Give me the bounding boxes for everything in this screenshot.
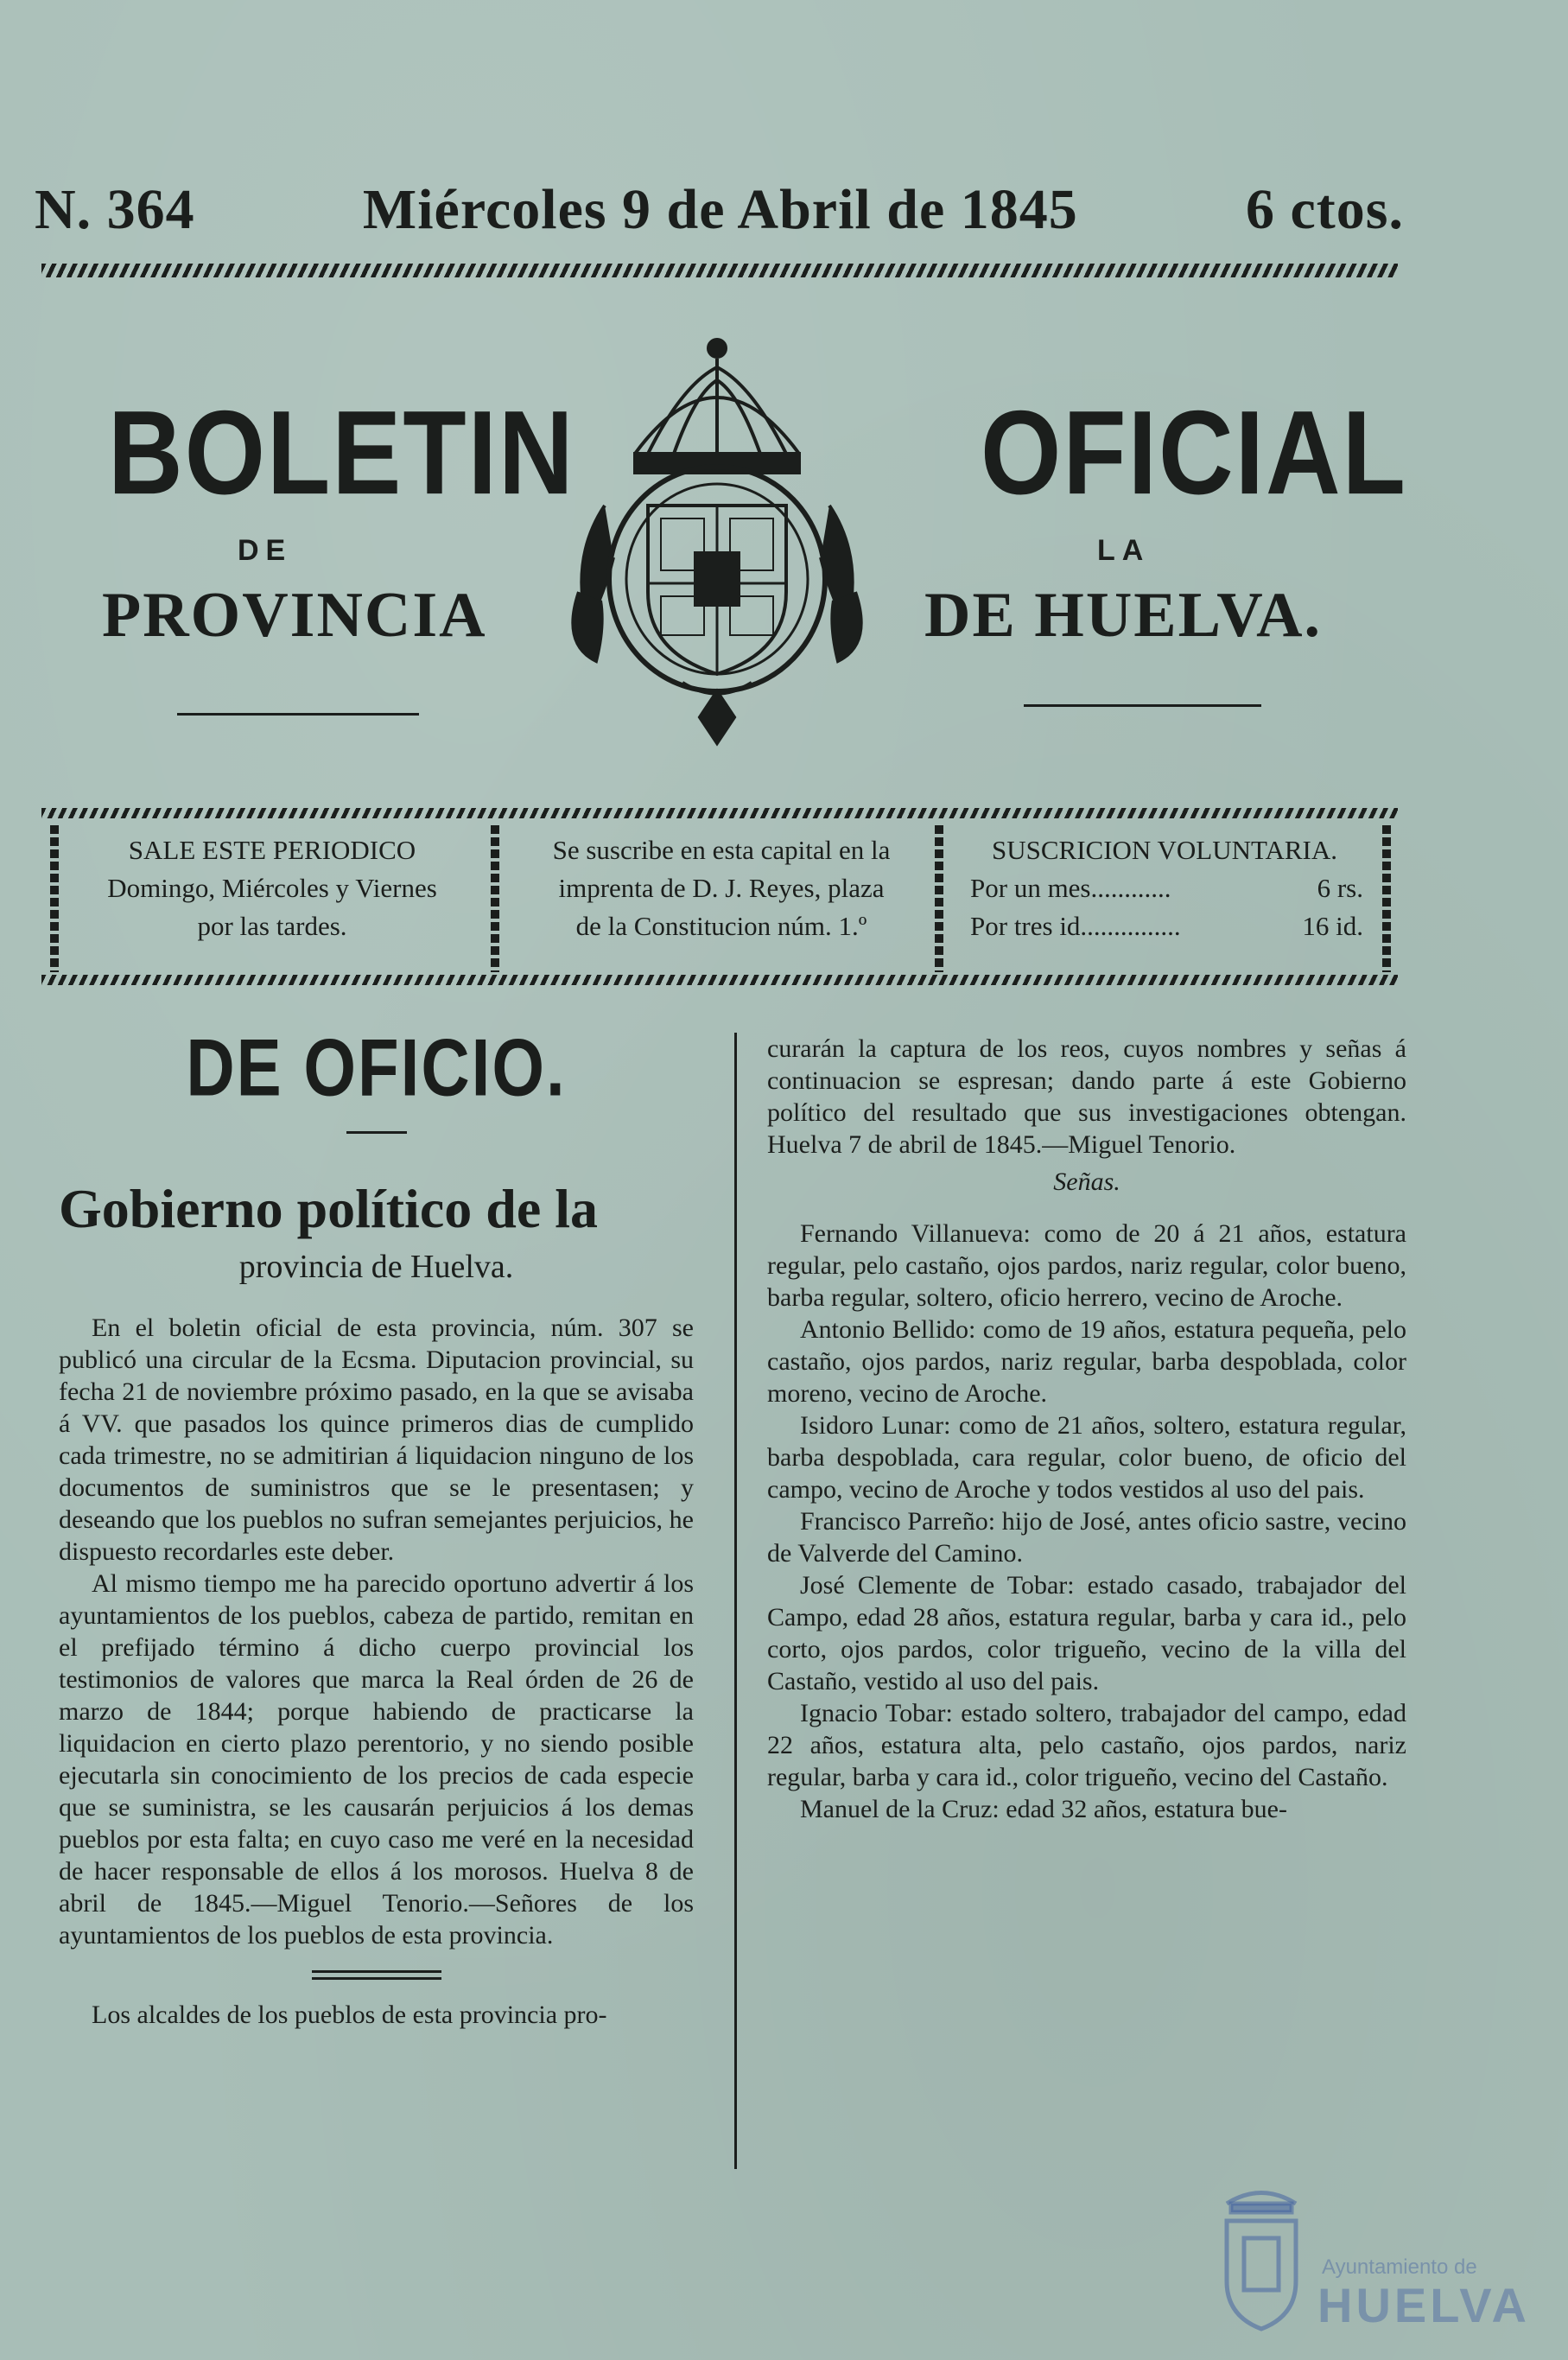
title-oficial: OFICIAL — [981, 385, 1407, 520]
title-rule-right — [1024, 704, 1261, 707]
ornamental-rule-bottom — [41, 975, 1398, 985]
price-row — [957, 907, 1372, 945]
price-row — [957, 869, 1372, 907]
info-place-line: Se suscribe en esta capital en la — [552, 835, 891, 865]
issue-price: 6 ctos. — [1246, 178, 1404, 241]
info-place-line: imprenta de D. J. Reyes, plaza — [558, 873, 885, 903]
left-column — [59, 1011, 694, 2031]
fugitive-entry: Ignacio Tobar: estado soltero, trabajador del campo, edad 22 años, estatura alta, pelo castaño, ojos pardos, nariz regular, barba y cara id., color trigueño, vecino del Castaño. — [767, 1699, 1406, 1791]
watermark-logo — [1209, 2186, 1530, 2333]
price-label: Por tres id............... — [970, 911, 1181, 941]
heading-ornament — [346, 1131, 407, 1134]
info-divider-right — [1382, 825, 1391, 972]
senas-heading: Señas. — [1053, 1167, 1120, 1196]
issue-date: Miércoles 9 de Abril de 1845 — [362, 178, 1078, 241]
info-periodicity-line: por las tardes. — [197, 911, 347, 941]
article-paragraph: curarán la captura de los reos, cuyos nombres y señas á continuacion se espresan; dando parte á este Gobierno político del resultado que sus investigaciones obtengan. Huelva 7 de abril de 1845.—Miguel Tenorio. — [767, 1034, 1406, 1159]
fugitive-entry: Manuel de la Cruz: edad 32 años, estatura bue- — [800, 1795, 1287, 1823]
info-divider-1 — [491, 825, 499, 972]
watermark-line1: Ayuntamiento de — [1322, 2255, 1477, 2279]
info-subscription-place — [514, 831, 929, 970]
info-divider-2 — [935, 825, 943, 972]
title-de-huelva: DE HUELVA. — [924, 580, 1323, 651]
watermark-line2: HUELVA — [1317, 2278, 1530, 2332]
info-place-line: de la Constitucion núm. 1.º — [575, 911, 867, 941]
article-separator — [312, 1970, 441, 1980]
article-paragraph: Al mismo tiempo me ha parecido oportuno advertir á los ayuntamientos de los pueblos, cabeza de partido, remitan en el prefijado término á dicho cuerpo provincial los testimonios de valores que marca la Real órden de 26 de marzo de 1844; porque habiendo de practicarse la liquidacion en cierto plazo perentorio, y no siendo posible ejecutarla sin conocimiento de los precios de cada especie que se suministra, se les causarán perjuicios á los demas pueblos por esta falta; en cuyo caso me veré en la necesidad de hacer responsable de ellos á los morosos. Huelva 8 de abril de 1845.—Miguel Tenorio.—Señores de los ayuntamientos de los pueblos de esta provincia. — [59, 1569, 694, 1950]
issue-number: N. 364 — [35, 178, 195, 241]
price-value: 6 rs. — [1317, 873, 1363, 903]
info-subscription-prices — [957, 831, 1372, 970]
office-heading: Gobierno político de la — [59, 1178, 598, 1239]
ornamental-rule-mid — [41, 808, 1398, 818]
price-label: Por un mes............ — [970, 873, 1171, 903]
title-de: DE — [238, 534, 293, 567]
royal-crest-icon — [553, 333, 881, 752]
column-divider — [734, 1033, 737, 2169]
title-boletin: BOLETIN — [108, 385, 575, 520]
article-paragraph: Los alcaldes de los pueblos de esta provincia pro- — [92, 2001, 607, 2029]
right-column — [767, 1033, 1406, 1825]
info-periodicity — [65, 831, 479, 970]
fugitive-entry: Francisco Parreño: hijo de José, antes oficio sastre, vecino de Valverde del Camino. — [767, 1507, 1406, 1568]
masthead-line — [35, 177, 1404, 243]
fugitive-entry: Antonio Bellido: como de 19 años, estatura pequeña, pelo castaño, ojos pardos, nariz regular, barba despoblada, color moreno, vecino de Aroche. — [767, 1315, 1406, 1408]
section-heading: DE OFICIO. — [186, 1021, 567, 1113]
price-value: 16 id. — [1302, 911, 1363, 941]
info-periodicity-line: Domingo, Miércoles y Viernes — [107, 873, 437, 903]
fugitive-entry: Fernando Villanueva: como de 20 á 21 años, estatura regular, pelo castaño, ojos pardos, nariz regular, color bueno, barba regular, soltero, oficio herrero, vecino de Aroche. — [767, 1219, 1406, 1312]
fugitive-entry: José Clemente de Tobar: estado casado, trabajador del Campo, edad 28 años, estatura regular, barba y cara id., pelo corto, ojos pardos, color trigueño, vecino de la villa del Castaño, vestido al uso del pais. — [767, 1571, 1406, 1695]
title-provincia: PROVINCIA — [102, 580, 487, 651]
info-prices-title: SUSCRICION VOLUNTARIA. — [992, 835, 1337, 865]
article-paragraph: En el boletin oficial de esta provincia, núm. 307 se publicó una circular de la Ecsma. Diputacion provincial, su fecha 21 de noviembre próximo pasado, en la que se avisaba á VV. que pasados los quince primeros dias de cumplido cada trimestre, no se admitirian á liquidacion ninguno de los documentos de suministros que se le presentasen; y deseando que los pueblos no sufran semejantes perjuicios, he dispuesto recordarles este deber. — [59, 1314, 694, 1566]
ornamental-rule-top — [41, 264, 1398, 277]
title-la: LA — [1097, 534, 1151, 567]
info-periodicity-line: SALE ESTE PERIODICO — [128, 835, 416, 865]
info-divider-left — [50, 825, 59, 972]
office-subheading: provincia de Huelva. — [238, 1249, 514, 1285]
fugitive-entry: Isidoro Lunar: como de 21 años, soltero, estatura regular, barba despoblada, cara regular, color bueno, de oficio del campo, vecino de Aroche y todos vestidos al uso del pais. — [767, 1411, 1406, 1504]
title-rule-left — [177, 713, 419, 716]
city-shield-icon — [1209, 2186, 1313, 2333]
